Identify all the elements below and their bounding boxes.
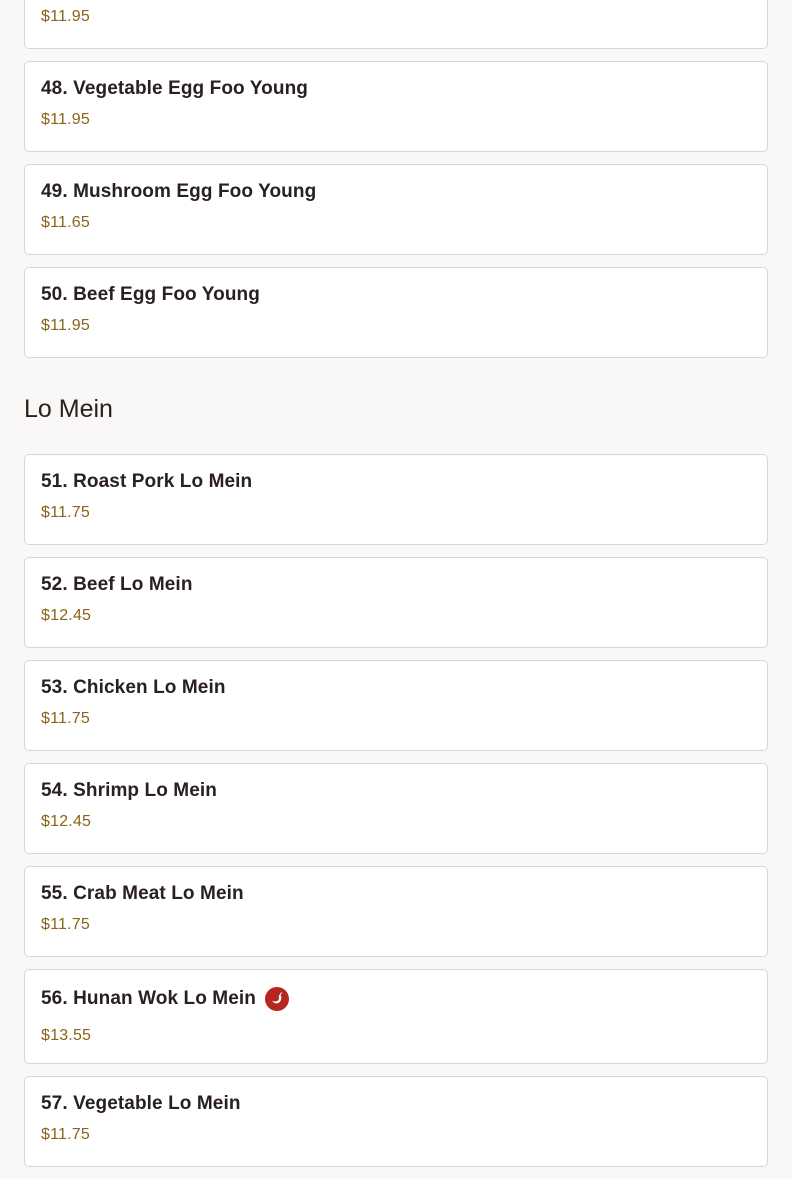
menu-item-card[interactable]: [24, 0, 768, 49]
menu-item-name: 56. Hunan Wok Lo Mein: [41, 988, 256, 1009]
menu-item-name: 48. Vegetable Egg Foo Young: [41, 78, 308, 99]
menu-item-card[interactable]: [24, 866, 768, 957]
menu-item-price: $11.95: [41, 8, 90, 25]
menu-item-card[interactable]: [24, 557, 768, 648]
menu-item-name: 54. Shrimp Lo Mein: [41, 780, 217, 801]
menu-item-price: $11.75: [41, 916, 90, 933]
menu-item-card[interactable]: [24, 454, 768, 545]
menu-item-card[interactable]: [24, 763, 768, 854]
menu-item-name: 55. Crab Meat Lo Mein: [41, 883, 244, 904]
menu-item-price: $12.45: [41, 813, 92, 830]
menu-item-price: $12.45: [41, 607, 92, 624]
menu-item-card[interactable]: [24, 969, 768, 1064]
menu-item-price: $11.75: [41, 504, 90, 521]
menu-item-card[interactable]: [24, 1076, 768, 1167]
menu-item-name: 49. Mushroom Egg Foo Young: [41, 181, 317, 202]
menu-item-card[interactable]: [24, 164, 768, 255]
menu-item-price: $11.75: [41, 1126, 90, 1143]
menu-item-title-row: [41, 984, 751, 1014]
menu-item-name: 52. Beef Lo Mein: [41, 574, 193, 595]
menu-item-card[interactable]: [24, 267, 768, 358]
menu-item-name: 50. Beef Egg Foo Young: [41, 284, 260, 305]
menu-item-name: 51. Roast Pork Lo Mein: [41, 471, 253, 492]
section-heading-lo-mein: Lo Mein: [24, 395, 113, 423]
menu-item-price: $11.65: [41, 214, 90, 231]
menu-item-card[interactable]: [24, 61, 768, 152]
menu-item-price: $13.55: [41, 1027, 92, 1044]
menu-item-name: 57. Vegetable Lo Mein: [41, 1093, 241, 1114]
menu-item-name: 53. Chicken Lo Mein: [41, 677, 226, 698]
menu-content: [24, 0, 768, 1179]
menu-item-price: $11.75: [41, 710, 90, 727]
spicy-pepper-icon: [265, 987, 289, 1011]
menu-item-price: $11.95: [41, 111, 90, 128]
menu-item-price: $11.95: [41, 317, 90, 334]
menu-item-card[interactable]: [24, 660, 768, 751]
